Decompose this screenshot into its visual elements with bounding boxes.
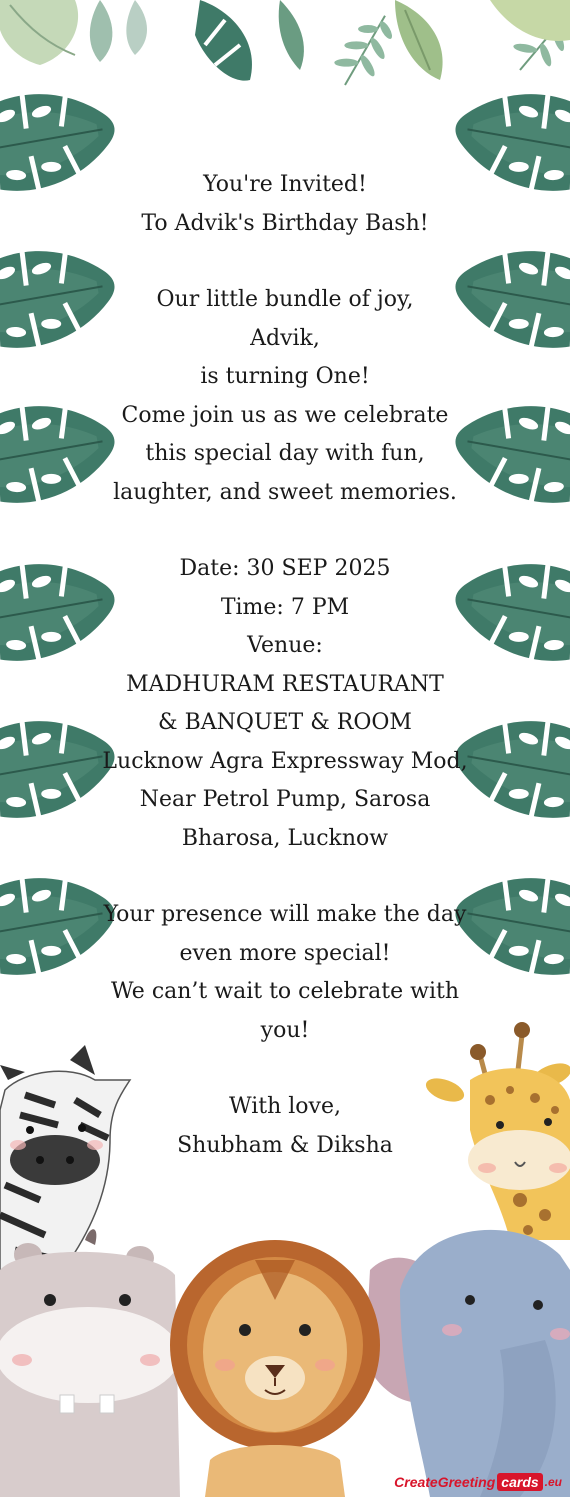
message-line: To Advik's Birthday Bash! [141,210,429,236]
invitation-message [60,166,510,1165]
message-line: is turning One! [200,364,370,389]
message-spacer [60,1050,510,1088]
hippo-icon [0,1229,180,1497]
brand-part3: .eu [544,1475,562,1489]
message-line: Your presence will make the day [103,902,467,927]
elephant-icon [365,1230,570,1497]
message-line: Shubham & Diksha [177,1132,393,1158]
message-line: you! [260,1017,310,1043]
message-line: Our little bundle of joy, [156,287,414,312]
message-line: Near Petrol Pump, Sarosa [139,787,431,812]
message-line: MADHURAM RESTAURANT [126,671,444,697]
lion-icon [170,1240,380,1497]
message-line: You're Invited! [203,172,367,197]
message-line: Come join us as we celebrate [121,402,449,428]
message-line: Advik, [250,325,320,351]
message-line: Lucknow Agra Expressway Mod, [102,748,468,774]
brand-part2: cards [497,1473,542,1491]
brand-watermark [394,1473,562,1491]
message-line: Time: 7 PM [220,594,350,620]
message-line: Date: 30 SEP 2025 [179,556,391,581]
message-line: Venue: [247,633,323,658]
message-line: this special day with fun, [145,441,425,466]
message-spacer [60,243,510,281]
message-line: & BANQUET & ROOM [158,710,412,735]
message-spacer [60,858,510,896]
message-line: We can’t wait to celebrate with [110,979,459,1004]
message-line: even more special! [179,940,391,966]
message-line: With love, [229,1094,341,1119]
top-foliage [0,0,570,96]
message-spacer [60,512,510,550]
message-line: laughter, and sweet memories. [113,479,457,505]
brand-part1: CreateGreeting [394,1474,496,1490]
message-line: Bharosa, Lucknow [181,825,389,851]
